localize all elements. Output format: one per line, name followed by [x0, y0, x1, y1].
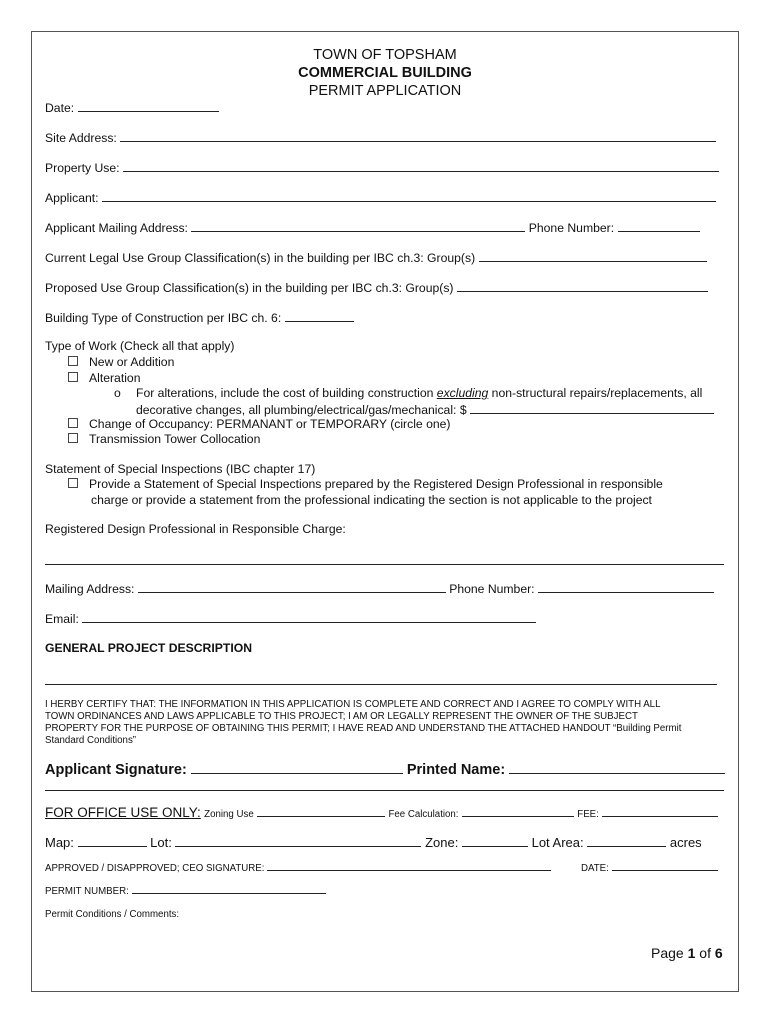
permit-number-row — [45, 885, 326, 898]
phone-field[interactable] — [618, 220, 700, 232]
proposed-use-row — [45, 280, 708, 295]
page-total: 6 — [714, 945, 723, 961]
work-new-row — [68, 355, 174, 369]
permit-conditions-label: Permit Conditions / Comments: — [45, 909, 180, 920]
occupancy-checkbox[interactable] — [68, 418, 78, 428]
current-use-row — [45, 250, 707, 265]
applicant-label: Applicant: — [45, 191, 99, 205]
certify-line-1: I HERBY CERTIFY THAT: THE INFORMATION IN THIS APPLICATION IS COMPLETE AND CORRECT AND I AGREE TO COMPLY WITH ALL — [45, 699, 661, 710]
alteration-checkbox[interactable] — [68, 372, 78, 382]
office-row — [45, 806, 718, 821]
proposed-use-field[interactable] — [457, 280, 708, 292]
alteration-note-b: non-structural repairs/replacements, all — [488, 386, 703, 400]
office-heading: FOR OFFICE USE ONLY: — [45, 805, 201, 820]
property-use-field[interactable] — [123, 160, 719, 172]
lot-field[interactable] — [175, 835, 421, 847]
approval-date-field[interactable] — [612, 862, 718, 871]
project-description-field[interactable] — [45, 684, 717, 685]
map-label: Map: — [45, 835, 74, 850]
new-addition-label: New or Addition — [89, 355, 175, 369]
work-alteration-row — [68, 371, 141, 385]
rdp-mailing-label: Mailing Address: — [45, 582, 135, 596]
site-address-label: Site Address: — [45, 131, 117, 145]
alteration-label: Alteration — [89, 371, 141, 385]
new-addition-checkbox[interactable] — [68, 356, 78, 366]
approval-date-label: DATE: — [581, 863, 609, 874]
rdp-phone-field[interactable] — [538, 581, 714, 593]
applicant-field[interactable] — [102, 190, 716, 202]
applicant-row — [45, 190, 716, 205]
alteration-cost-label: decorative changes, all plumbing/electrical/gas/mechanical: $ — [136, 403, 467, 417]
permit-number-label: PERMIT NUMBER: — [45, 886, 129, 897]
rdp-email-label: Email: — [45, 612, 79, 626]
fee-calc-field[interactable] — [462, 808, 574, 817]
mailing-address-field[interactable] — [191, 220, 525, 232]
certify-line-3: PROPERTY FOR THE PURPOSE OF OBTAINING THIS PERMIT; I HAVE READ AND UNDERSTAND THE ATTACHED HANDOUT “Building Permit — [45, 723, 682, 734]
building-type-label: Building Type of Construction per IBC ch. 6: — [45, 311, 282, 325]
building-type-field[interactable] — [285, 310, 354, 322]
printed-name-label: Printed Name: — [406, 762, 506, 778]
fee-field[interactable] — [602, 808, 718, 817]
rdp-mailing-field[interactable] — [138, 581, 446, 593]
rdp-email-row — [45, 611, 536, 626]
special-inspection-checkbox[interactable] — [68, 478, 78, 488]
lot-label: Lot: — [150, 835, 172, 850]
town-name: TOWN OF TOPSHAM — [313, 47, 457, 63]
alteration-note — [136, 386, 702, 400]
alteration-bullet: o — [114, 386, 121, 400]
special-line-1: Provide a Statement of Special Inspections prepared by the Registered Design Professional in responsible — [89, 477, 663, 491]
form-title: COMMERCIAL BUILDING — [298, 65, 472, 81]
alteration-note-emphasis: excluding — [436, 386, 489, 400]
rdp-field[interactable] — [45, 564, 724, 565]
certify-line-2: TOWN ORDINANCES AND LAWS APPLICABLE TO THIS PROJECT; I AM OR LEGALLY REPRESENT THE OWNER OF THE SUBJECT — [45, 711, 638, 722]
lot-area-field[interactable] — [587, 835, 666, 847]
approval-date-row — [581, 862, 718, 875]
map-field[interactable] — [78, 835, 147, 847]
mailing-address-label: Applicant Mailing Address: — [45, 221, 188, 235]
ceo-signature-field[interactable] — [267, 862, 551, 871]
alteration-cost-row — [136, 402, 714, 417]
special-heading: Statement of Special Inspections (IBC chapter 17) — [45, 462, 316, 476]
special-line-2: charge or provide a statement from the professional indicating the section is not applicable to the project — [91, 493, 652, 507]
phone-label: Phone Number: — [528, 221, 615, 235]
current-use-field[interactable] — [479, 250, 707, 262]
tower-checkbox[interactable] — [68, 433, 78, 443]
special-row — [68, 477, 663, 491]
occupancy-label: Change of Occupancy: PERMANANT or TEMPORARY (circle one) — [89, 417, 451, 431]
project-heading: GENERAL PROJECT DESCRIPTION — [45, 641, 252, 655]
tower-label: Transmission Tower Collocation — [89, 432, 261, 446]
rdp-email-field[interactable] — [82, 611, 536, 623]
map-lot-row — [45, 835, 702, 850]
mailing-address-row — [45, 220, 700, 235]
site-address-field[interactable] — [120, 130, 716, 142]
date-label: Date: — [45, 101, 75, 115]
zoning-label: Zoning Use — [204, 809, 254, 820]
fee-label: FEE: — [577, 809, 599, 820]
date-row — [45, 100, 219, 115]
lot-area-label: Lot Area: — [531, 835, 584, 850]
zone-label: Zone: — [425, 835, 459, 850]
page-current: 1 — [687, 945, 696, 961]
acres-label: acres — [669, 835, 702, 850]
work-tower-row — [68, 432, 260, 446]
zone-field[interactable] — [462, 835, 528, 847]
rdp-mailing-row — [45, 581, 714, 596]
alteration-cost-field[interactable] — [470, 402, 714, 414]
signature-row — [45, 760, 725, 777]
zoning-field[interactable] — [257, 808, 385, 817]
printed-name-field[interactable] — [509, 760, 725, 774]
rdp-label: Registered Design Professional in Responsible Charge: — [45, 522, 346, 536]
certify-line-4: Standard Conditions” — [45, 735, 137, 746]
signature-divider — [45, 790, 724, 791]
property-use-label: Property Use: — [45, 161, 120, 175]
applicant-signature-field[interactable] — [191, 760, 403, 774]
property-use-row — [45, 160, 719, 175]
fee-calc-label: Fee Calculation: — [388, 809, 459, 820]
work-heading: Type of Work (Check all that apply) — [45, 339, 235, 353]
current-use-label: Current Legal Use Group Classification(s) in the building per IBC ch.3: Group(s) — [45, 251, 476, 265]
proposed-use-label: Proposed Use Group Classification(s) in the building per IBC ch.3: Group(s) — [45, 281, 454, 295]
form-subtitle: PERMIT APPLICATION — [308, 83, 462, 99]
page-word: Page — [651, 945, 684, 961]
approval-row — [45, 862, 551, 875]
permit-number-field[interactable] — [132, 885, 326, 894]
work-occupancy-row — [68, 417, 450, 431]
site-address-row — [45, 130, 716, 145]
applicant-signature-label: Applicant Signature: — [45, 762, 187, 778]
approval-label: APPROVED / DISAPPROVED; CEO SIGNATURE: — [45, 863, 265, 874]
rdp-phone-label: Phone Number: — [449, 582, 535, 596]
page-of-word: of — [699, 945, 711, 961]
alteration-note-a: For alterations, include the cost of building construction — [136, 386, 437, 400]
building-type-row — [45, 310, 354, 325]
page-number — [651, 945, 723, 961]
date-field[interactable] — [78, 100, 219, 112]
